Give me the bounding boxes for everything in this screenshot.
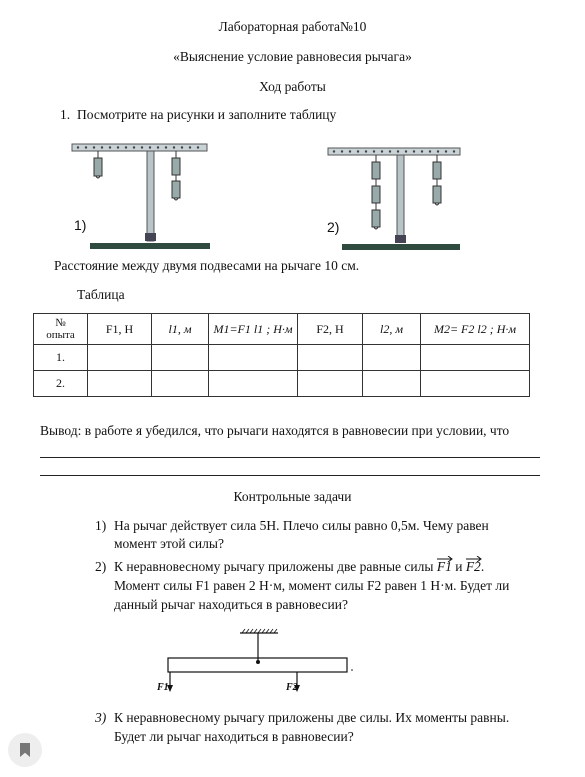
- task-2-line-3: данный рычаг находиться в равновесии?: [114, 597, 348, 612]
- header-experiment-word: опыта: [46, 329, 75, 341]
- header-f2: F2, Н: [298, 314, 363, 345]
- section-heading: Ход работы: [259, 79, 326, 94]
- task-3-line-1: К неравновесному рычагу приложены две силы. Их моменты равны.: [114, 710, 510, 725]
- task-2-conjunction: и: [455, 559, 463, 574]
- vector-f2: F2: [466, 559, 481, 574]
- table-cell: [209, 371, 298, 397]
- table-cell: [88, 371, 152, 397]
- table-cell: [298, 345, 363, 371]
- lever-figure-1: [66, 136, 216, 254]
- task-2-line-2: Момент силы F1 равен 2 Н·м, момент силы F2 равен 1 Н·м. Будет ли: [114, 578, 510, 593]
- diagram-label-f1: F1: [157, 682, 169, 693]
- task-1-line-2: момент этой силы?: [114, 536, 224, 551]
- header-m2: M2= F2 l2 ; Н·м: [421, 314, 530, 345]
- document-title: Лабораторная работа№10: [218, 19, 367, 34]
- results-table: [33, 313, 530, 397]
- bookmark-icon: [20, 743, 30, 757]
- bookmark-button[interactable]: [8, 733, 42, 767]
- task-3-number: 3): [95, 710, 107, 725]
- table-header-row: [34, 314, 530, 345]
- header-l2: l2, м: [363, 314, 421, 345]
- figure-1-label: 1): [74, 217, 87, 233]
- table-cell: [421, 345, 530, 371]
- tasks-heading: Контрольные задачи: [233, 489, 352, 504]
- step-number: 1.: [60, 107, 71, 122]
- table-cell: [209, 345, 298, 371]
- header-f1: F1, Н: [88, 314, 152, 345]
- task-2-line-1: К неравновесному рычагу приложены две равные силы F1 и F2 .: [114, 559, 484, 575]
- lever-force-diagram: [150, 628, 360, 698]
- header-l1: l1, м: [152, 314, 209, 345]
- task-2-number: 2): [95, 559, 107, 574]
- task-1-number: 1): [95, 518, 107, 533]
- answer-line: [40, 475, 540, 476]
- row-number: 1.: [34, 345, 88, 371]
- lever-figure-2: [324, 140, 464, 258]
- answer-line: [40, 457, 540, 458]
- table-row: [34, 371, 530, 397]
- task-2-line-1-text: К неравновесному рычагу приложены две равные силы: [114, 559, 434, 574]
- task-1-line-1: На рычаг действует сила 5Н. Плечо силы равно 0,5м. Чему равен: [114, 518, 489, 533]
- header-experiment-number: [34, 314, 88, 345]
- table-caption: Таблица: [77, 287, 125, 302]
- document-subtitle: «Выяснение условие равновесия рычага»: [173, 49, 412, 64]
- table-cell: [152, 345, 209, 371]
- header-m1: M1=F1 l1 ; Н·м: [209, 314, 298, 345]
- table-cell: [88, 345, 152, 371]
- header-experiment-number-sign: №: [55, 317, 66, 329]
- table-cell: [298, 371, 363, 397]
- distance-note: Расстояние между двумя подвесами на рычаге 10 см.: [54, 258, 360, 273]
- table-row: [34, 345, 530, 371]
- table-cell: [363, 345, 421, 371]
- table-cell: [363, 371, 421, 397]
- conclusion-text: Вывод: в работе я убедился, что рычаги находятся в равновесии при условии, что: [40, 423, 510, 438]
- task-3-line-2: Будет ли рычаг находиться в равновесии?: [114, 729, 354, 744]
- row-number: 2.: [34, 371, 88, 397]
- table-cell: [152, 371, 209, 397]
- vector-f1: F1: [437, 559, 452, 574]
- table-cell: [421, 371, 530, 397]
- step-text: Посмотрите на рисунки и заполните таблицу: [77, 107, 337, 122]
- figure-2-label: 2): [327, 219, 340, 235]
- diagram-label-f2: F2: [286, 682, 298, 693]
